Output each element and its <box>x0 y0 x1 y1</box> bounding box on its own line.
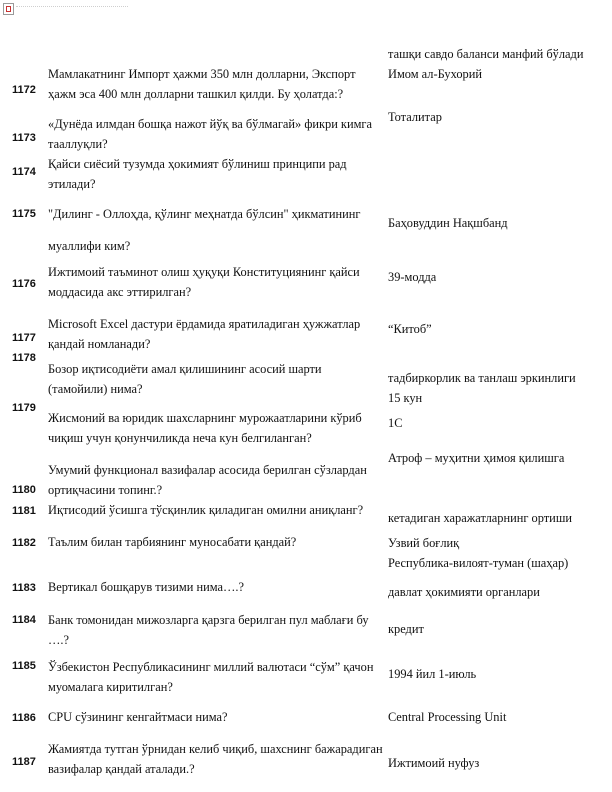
answer-text: Узвий боғлиқ Республика-вилоят-туман (шаҳар) <box>388 536 569 570</box>
answer-text: “Китоб” <box>388 322 432 336</box>
answer-text: Атроф – муҳитни ҳимоя қилишга <box>388 451 565 465</box>
row-number: 1178 <box>12 352 36 364</box>
question-text: Иқтисодий ўсишга тўсқинлик қиладиган омилни аниқланг? <box>48 503 364 517</box>
row-number: 1173 <box>12 132 36 144</box>
answer-text: Имом ал-Бухорий <box>388 67 482 81</box>
question-text: Мамлакатнинг Импорт ҳажми 350 млн долларни, Экспорт ҳажм эса 400 млн долларни ташкил қилди. Бу ҳолатда:? <box>48 67 356 101</box>
question-text: Банк томонидан мижозларга қарзга берилган пул маблағи бу ….? <box>48 613 369 647</box>
row-number: 1176 <box>12 278 36 290</box>
question-text: Таълим билан тарбиянинг муносабати қандай? <box>48 535 297 549</box>
answer-text: 39-модда <box>388 270 437 284</box>
row-number: 1182 <box>12 537 36 549</box>
question-text: «Дунёда илмдан бошқа нажот йўқ ва бўлмагай» фикри кимга тааллуқли? <box>48 117 372 151</box>
question-text: Қайси сиёсий тузумда ҳокимият бўлиниш принципи рад этилади? <box>48 157 347 191</box>
row-number: 1184 <box>12 614 36 626</box>
answer-text: Баҳовуддин Нақшбанд <box>388 216 508 230</box>
answer-text: Ижтимоий нуфуз <box>388 756 480 770</box>
row-number: 1175 <box>12 208 36 220</box>
question-text: Ижтимоий таъминот олиш ҳуқуқи Конституциянинг қайси моддасида акс эттирилган? <box>48 265 360 299</box>
question-text: Умумий функционал вазифалар асосида берилган сўзлардан ортиқчасини топинг.? <box>48 463 367 497</box>
answer-text: тадбиркорлик ва танлаш эркинлиги 15 кун <box>388 371 576 405</box>
image-placeholder-line <box>16 6 128 7</box>
question-text: Microsoft Excel дастури ёрдамида яратиладиган ҳужжатлар қандай номланади? <box>48 317 361 351</box>
row-number: 1183 <box>12 582 36 594</box>
answer-text: кредит <box>388 622 424 636</box>
broken-image-icon <box>3 3 14 15</box>
question-text: Ўзбекистон Республикасининг миллий валютаси “сўм” қачон муомалага киритилган? <box>48 660 374 694</box>
row-number: 1186 <box>12 712 36 724</box>
row-number: 1179 <box>12 402 36 414</box>
answer-text: 1С <box>388 416 403 430</box>
row-number: 1185 <box>12 660 36 672</box>
row-number: 1174 <box>12 166 36 178</box>
row-number: 1187 <box>12 756 36 768</box>
question-text: Жисмоний ва юридик шахсларнинг мурожаатларини кўриб чиқиш учун қонунчиликда неча кун белгиланган? <box>48 411 362 445</box>
question-text: Бозор иқтисодиёти амал қилишининг асосий шарти (тамойили) нима? <box>48 362 322 396</box>
row-number: 1180 <box>12 484 36 496</box>
row-number: 1177 <box>12 332 36 344</box>
answer-text: 1994 йил 1-июль <box>388 667 477 681</box>
answer-text: давлат ҳокимияти органлари <box>388 585 540 599</box>
question-text: CPU сўзининг кенгайтмаси нима? <box>48 710 228 724</box>
question-text: Жамиятда тутган ўрнидан келиб чиқиб, шахснинг бажарадиган вазифалар қандай аталади.? <box>48 742 383 776</box>
answer-text: кетадиган харажатларнинг ортиши <box>388 511 572 525</box>
row-number: 1172 <box>12 84 36 96</box>
answer-text: Тоталитар <box>388 110 442 124</box>
row-number: 1181 <box>12 505 36 517</box>
question-text: Вертикал бошқарув тизими нима….? <box>48 580 244 594</box>
question-text: "Дилинг - Оллоҳда, қўлинг меҳнатда бўлсин" ҳикматининг муаллифи ким? <box>48 207 361 253</box>
answer-text: Central Processing Unit <box>388 710 507 724</box>
answer-text: ташқи савдо баланси манфий бўлади <box>388 47 584 61</box>
